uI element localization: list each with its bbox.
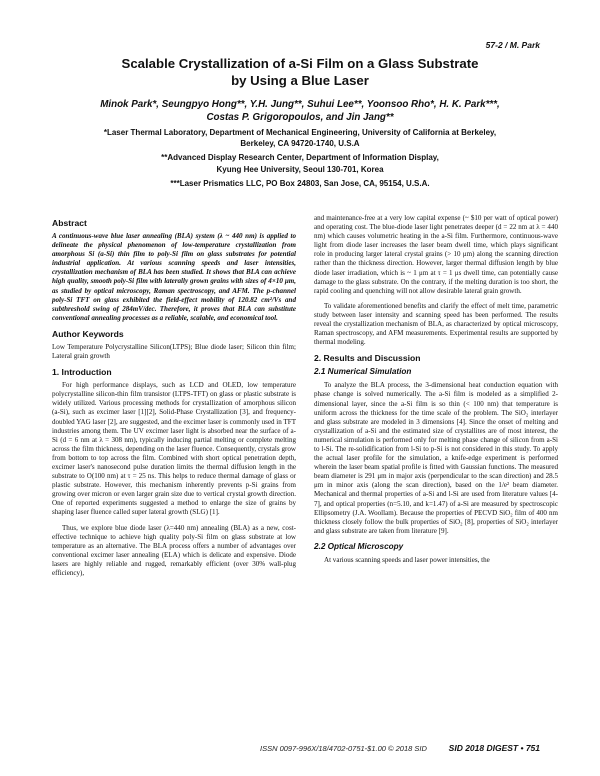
authors-line: Costas P. Grigoropoulos, and Jin Jang** — [206, 112, 394, 123]
affiliation-line: ***Laser Prismatics LLC, PO Box 24803, San Jose, CA, 95154, U.S.A. — [170, 178, 430, 188]
intro-paragraph: For high performance displays, such as LCD and OLED, low temperature polycrystalline silicon-thin film transistor (LTPS-TFT) on glass or plastic substrate is widely utilized. Various processing methods for crystallization of amorphous silicon (a-Si), such as excimer laser [1][2], Solid-Phase Crystallization [3], and frequency-doubled YAG laser [2], are suggested, and the excimer laser is commonly used in TFT industries among them. The UV excimer laser light is absorbed near the surface of a-Si (d = 6 nm at λ = 308 nm), typically inducing partial melting or complete melting across the film thickness, depending on the laser fluence. Consequently, crystals grow from bottom to top across the film. Combined with short optical penetration depth, excimer laser's nanosecond pulse duration limits the thermal diffusion length in the substrate to O(100 nm) at τ = 25 ns. This helps to reduce thermal damage of glass or plastic substrate. However, this mechanism inherently prevents p-Si grains from growing over micron or even larger grain size due to vertical crystal growth direction. One of reported experiments suggested a method to enlarge the size of grains by shaping laser fluence called super lateral growth (SLG) [1]. — [52, 381, 296, 517]
results-heading: 2. Results and Discussion — [314, 353, 421, 364]
footer-page-digest: SID 2018 DIGEST • 751 — [448, 743, 540, 753]
optical-microscopy-heading: 2.2 Optical Microscopy — [314, 541, 404, 551]
left-column — [52, 214, 296, 584]
author-list — [60, 98, 540, 124]
keywords-text: Low Temperature Polycrystalline Silicon(LTPS); Blue diode laser; Silicon thin film; Lateral grain growth — [52, 342, 296, 361]
affiliation-line: Kyung Hee University, Seoul 130-701, Korea — [216, 164, 384, 174]
affiliation-line: **Advanced Display Research Center, Department of Information Display, — [161, 153, 439, 163]
simulation-paragraph: To analyze the BLA process, the 3-dimensional heat conduction equation with phase change is solved numerically. The a-Si film is modeled as a simplified 2-dimensional layer, since the a-Si film is so thin (< 100 nm) that temperature is uniform across the thickness for the time scale of the problem. The SiO₂ interlayer and glass substrate are modeled in 3 dimensions [4]. Since the onset of melting and crystallization of a-Si and the estimated size of crystallites are of most interest, the numerical simulation is performed only for melting phase change of silicon from a-Si to l-Si. The re-solidification from l-Si to p-Si is not considered in this study. To apply the actual laser profile for the simulation, a knife-edge experiment is performed wherein the laser beam spatial profile is fitted with Gaussian functions. The measured beam diameter is 291 μm in major axis (perpendicular to the scan direction) and 28.5 μm in minor axis (along the scan direction), based on the 1/e² beam diameter. Mechanical and thermal properties of a-Si and l-Si are used from literature values [4-7], and optical properties (n=5.10, and k=1.47) of a-Si are measured by spectroscopic Ellipsometry (J.A. Woollam). Because the properties of PECVD SiO₂ film of 400 nm thickness closely follow the bulk properties of SiO₂ [8], properties of SiO₂ interlayer and glass substrate are taken from literature [9]. — [314, 381, 558, 535]
affiliation-line: Berkeley, CA 94720-1740, U.S.A — [240, 139, 360, 149]
affiliation-line: *Laser Thermal Laboratory, Department of Mechanical Engineering, University of California at Berkeley, — [103, 128, 497, 137]
intro-paragraph: Thus, we explore blue diode laser (λ=440 nm) annealing (BLA) as a new, cost-effective technique to achieve high quality poly-Si film on glass substrate at low temperature as an alternative. The BLA process offers a number of advantages over conventional excimer laser annealing (ELA) which is delicate and expensive. Diode lasers are highly reliable and rugged, remarkably efficient (over 30% wall-plug efficiency), — [52, 523, 296, 577]
footer-issn: ISSN 0097-996X/18/4702-0751-$1.00 © 2018 SID — [260, 744, 427, 753]
intro-heading: 1. Introduction — [52, 367, 112, 378]
right-column — [314, 214, 558, 571]
numerical-simulation-heading: 2.1 Numerical Simulation — [314, 367, 412, 377]
keywords-heading: Author Keywords — [52, 328, 124, 339]
abstract-text: A continuous-wave blue laser annealing (BLA) system (λ ~ 440 nm) is applied to delineate the physical phenomenon of low-temperature crystallization from amorphous Si (a-Si) thin film to poly-Si film on glass substrates for potential industrial application. At various scanning speeds and laser intensities, crystallization mechanism of BLA has been studied. It shows that BLA can achieve high quality, smooth poly-Si film with laterally grown grains with sizes of 4×10 μm, as studied by optical microscopy, Raman spectroscopy, and AFM. The p-channel poly-Si TFT on glass exhibited the field-effect mobility of 120.82 cm²/Vs and subthreshold swing of 284mV/dec. Therefore, it proves that BLA can substitute conventional annealing processes as a reliable, scalable, and economical tool. — [52, 232, 296, 322]
microscopy-paragraph: At various scanning speeds and laser power intensities, the — [324, 555, 490, 564]
title-line: by Using a Blue Laser — [231, 72, 369, 88]
intro-paragraph: To validate aforementioned benefits and clarify the effect of melt time, parametric study between laser intensity and scanning speed has been performed. The results reveal the crystallization mechanism of BLA, as characterized by optical microscopy, Raman spectroscopy, and AFM measurements. Experimental results are supported by thermal modeling. — [314, 301, 558, 347]
abstract-heading: Abstract — [52, 218, 87, 228]
authors-line: Minok Park*, Seungpyo Hong**, Y.H. Jung**, Suhui Lee**, Yoonsoo Rho*, H. K. Park***, — [100, 99, 500, 110]
running-head: 57-2 / M. Park — [485, 40, 540, 50]
affiliations — [60, 127, 540, 189]
title-line: Scalable Crystallization of a-Si Film on a Glass Substrate — [121, 56, 479, 71]
paper-title — [60, 56, 540, 89]
intro-continued-paragraph: and maintenance-free at a very low capital expense (~ $10 per watt of optical power) and operating cost. The blue-diode laser light penetrates deeper (d = 22 nm at λ = 440 nm) which causes volumetric heating in the a-Si film. Furthermore, continuous-wave light from diode laser increases the laser beam dwell time, which plays significant role in producing larger lateral crystal grains (> 10 μm) along the scanning direction rather than the thickness direction. However, larger thermal diffusion length by blue diode laser irradiation, which is ~ 1 μm at τ = 1 μs dwell time, can potentially cause damage to the glass substrate. On the contrary, if the melting duration is too short, the rapid cooling and quenching will not allow desirable lateral grain growth. — [314, 214, 558, 295]
